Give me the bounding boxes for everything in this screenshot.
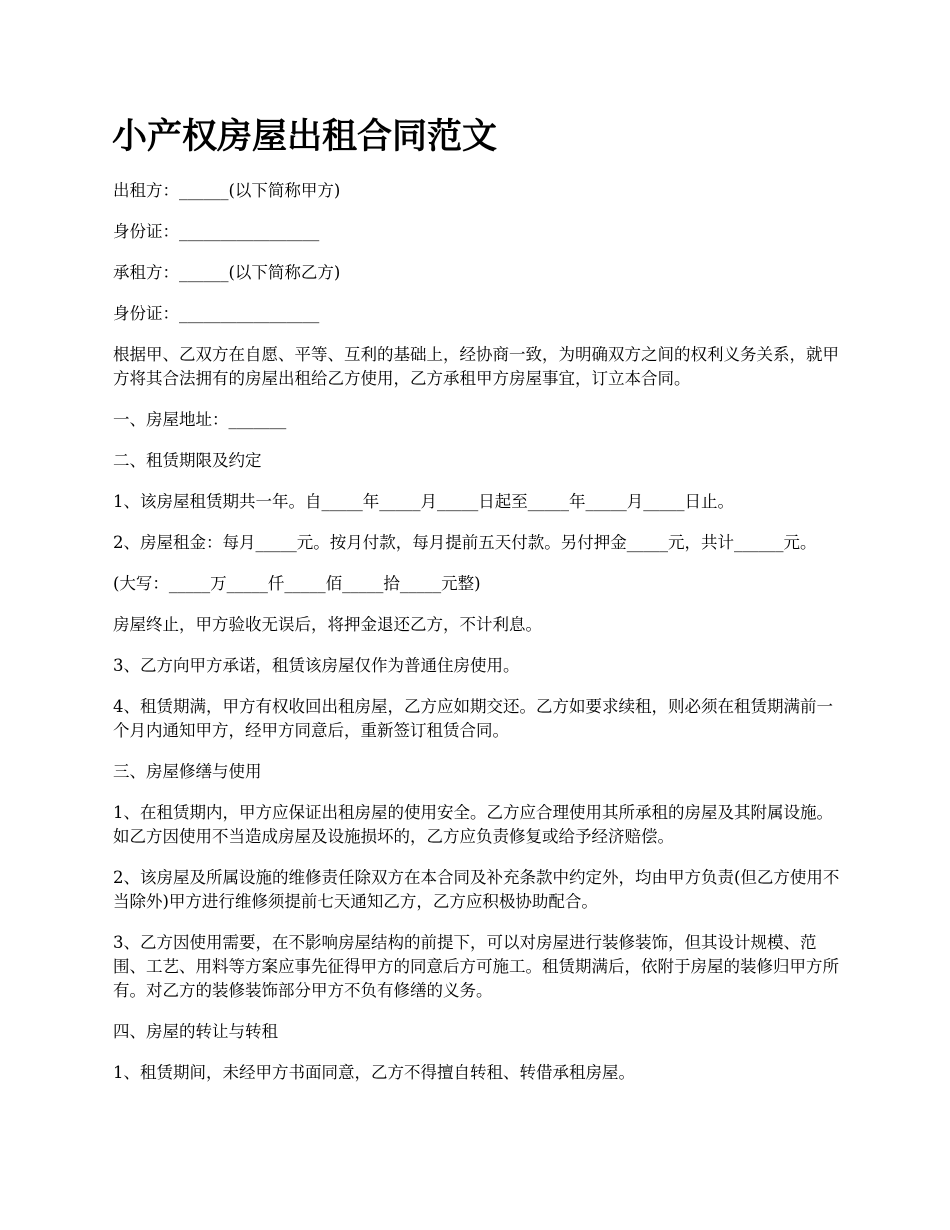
clause-rent: 2、房屋租金：每月_____元。按月付款，每月提前五天付款。另付押金_____元，共计______元。 [113, 533, 817, 552]
lessor-line: 出租方：______(以下简称甲方) [113, 181, 341, 200]
lessee-line: 承租方：______(以下简称乙方) [113, 263, 341, 282]
clause-rent-uppercase: (大写：_____万_____仟_____佰_____拾_____元整) [113, 574, 481, 593]
section-heading-address: 一、房屋地址：_______ [113, 410, 287, 429]
section-heading-term: 二、租赁期限及约定 [113, 451, 262, 470]
clause-deposit-return: 房屋终止，甲方验收无误后，将押金退还乙方，不计利息。 [113, 615, 542, 634]
clause-usage-promise: 3、乙方向甲方承诺，租赁该房屋仅作为普通住房使用。 [113, 656, 520, 675]
clause-sublet: 1、租赁期间，未经甲方书面同意，乙方不得擅自转租、转借承租房屋。 [113, 1063, 635, 1082]
clause-repair-safety: 1、在租赁期内，甲方应保证出租房屋的使用安全。乙方应合理使用其所承租的房屋及其附属设施。如乙方因使用不当造成房屋及设施损坏的，乙方应负责修复或给予经济赔偿。 [113, 803, 833, 846]
section-heading-transfer: 四、房屋的转让与转租 [113, 1022, 278, 1041]
clause-repair-responsibility: 2、该房屋及所属设施的维修责任除双方在本合同及补充条款中约定外，均由甲方负责(但乙方使用不当除外)甲方进行维修须提前七天通知乙方，乙方应积极协助配合。 [113, 868, 840, 911]
clause-term-period: 1、该房屋租赁期共一年。自_____年_____月_____日起至_____年_____月_____日止。 [113, 492, 734, 511]
document-title: 小产权房屋出租合同范文 [112, 116, 498, 157]
clause-renewal: 4、租赁期满，甲方有权收回出租房屋，乙方应如期交还。乙方如要求续租，则必须在租赁期满前一个月内通知甲方，经甲方同意后，重新签订租赁合同。 [113, 697, 833, 740]
section-heading-repair: 三、房屋修缮与使用 [113, 762, 262, 781]
lessee-id-line: 身份证：_________________ [113, 304, 320, 323]
clause-renovation: 3、乙方因使用需要，在不影响房屋结构的前提下，可以对房屋进行装修装饰，但其设计规模、范围、工艺、用料等方案应事先征得甲方的同意后方可施工。租赁期满后，依附于房屋的装修归甲方所有。对乙方的装修装饰部分甲方不负有修缮的义务。 [113, 933, 839, 1000]
lessor-id-line: 身份证：_________________ [113, 222, 320, 241]
preamble-paragraph: 根据甲、乙双方在自愿、平等、互利的基础上，经协商一致，为明确双方之间的权利义务关系，就甲方将其合法拥有的房屋出租给乙方使用，乙方承租甲方房屋事宜，订立本合同。 [113, 345, 839, 388]
document-body [113, 179, 843, 1102]
